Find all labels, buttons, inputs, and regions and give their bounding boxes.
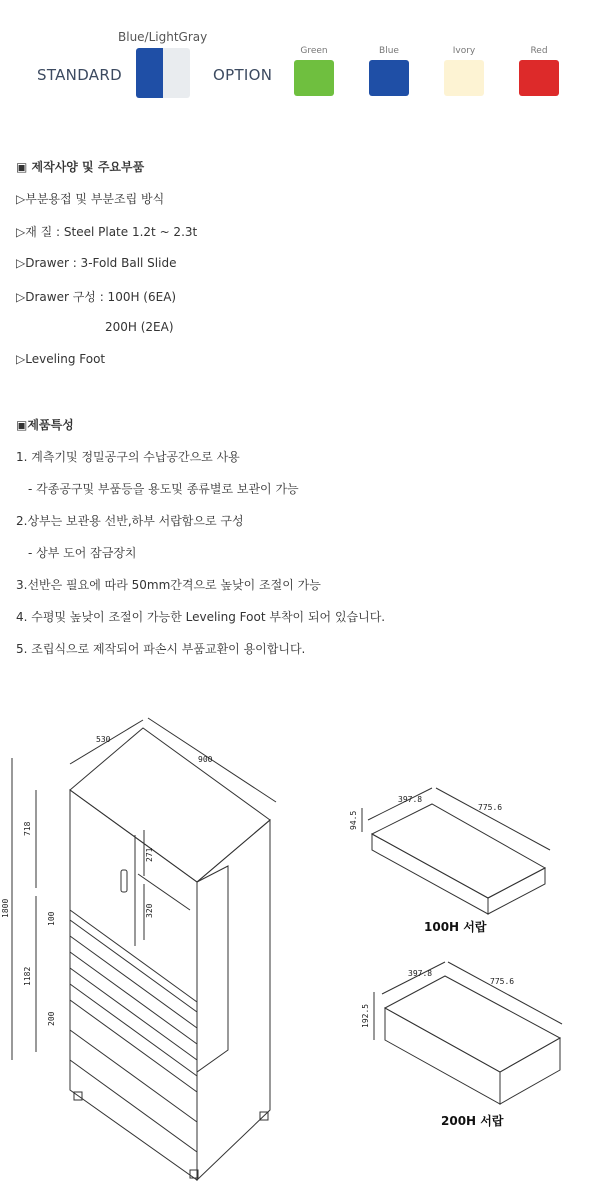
feature-line: - 각종공구및 부품등을 용도및 종류별로 보관이 가능 — [28, 482, 299, 496]
dim-shelf-bottom: 320 — [145, 903, 154, 918]
standard-color-caption: Blue/LightGray — [118, 30, 208, 44]
option-color-name: Red — [530, 46, 548, 56]
spec-line: ▷Leveling Foot — [16, 352, 106, 366]
option-color-name: Ivory — [452, 46, 476, 56]
option-swatch-red — [519, 60, 559, 96]
standard-color-blue — [136, 48, 163, 98]
standard-color-swatch — [136, 48, 190, 98]
dim-shelf-top: 271 — [145, 847, 154, 862]
feature-line: - 상부 도어 잠금장치 — [28, 546, 137, 560]
spec-line: 200H (2EA) — [105, 320, 174, 334]
feature-line: 1. 계측기및 정밀공구의 수납공간으로 사용 — [16, 450, 240, 464]
option-swatch-ivory — [444, 60, 484, 96]
cabinet-technical-drawing — [0, 700, 600, 1181]
standard-label: STANDARD — [37, 66, 122, 84]
spec-line: ▷Drawer 구성 : 100H (6EA) — [16, 290, 177, 304]
drawer-200h-caption: 200H 서랍 — [441, 1114, 504, 1128]
standard-color-lightgray — [163, 48, 190, 98]
features-heading: ▣제품특성 — [16, 418, 74, 432]
dim-depth: 530 — [96, 735, 111, 744]
option-color-name: Green — [300, 46, 328, 56]
feature-line: 2.상부는 보관용 선반,하부 서랍함으로 구성 — [16, 514, 244, 528]
dim-lower: 1182 — [23, 966, 32, 986]
dim-small-depth: 397.8 — [398, 795, 423, 804]
feature-line: 5. 조립식으로 제작되어 파손시 부품교환이 용이합니다. — [16, 642, 306, 656]
dim-small-length: 775.6 — [478, 803, 503, 812]
feature-line: 4. 수평및 높낮이 조절이 가능한 Leveling Foot 부착이 되어 있습니다. — [16, 610, 386, 624]
spec-heading: ▣ 제작사양 및 주요부품 — [16, 160, 145, 174]
option-label: OPTION — [213, 66, 273, 84]
dim-upper: 718 — [23, 821, 32, 836]
dim-large-length: 775.6 — [490, 977, 515, 986]
spec-line: ▷재 질 : Steel Plate 1.2t ~ 2.3t — [16, 225, 198, 239]
dim-width: 900 — [198, 755, 213, 764]
dim-small-height: 94.5 — [349, 810, 358, 830]
feature-line: 3.선반은 필요에 따라 50mm간격으로 높낮이 조절이 가능 — [16, 578, 321, 592]
option-swatch-green — [294, 60, 334, 96]
dim-height: 1800 — [1, 898, 10, 918]
option-color-name: Blue — [379, 46, 399, 56]
dim-large-height: 192.5 — [361, 1003, 370, 1028]
dim-large-depth: 397.8 — [408, 969, 433, 978]
spec-line: ▷부분용접 및 부분조립 방식 — [16, 192, 165, 206]
option-swatch-blue — [369, 60, 409, 96]
spec-line: ▷Drawer : 3-Fold Ball Slide — [16, 256, 177, 270]
drawer-100h-caption: 100H 서랍 — [424, 920, 487, 934]
dim-drawer-100: 100 — [47, 911, 56, 926]
dim-drawer-200: 200 — [47, 1011, 56, 1026]
